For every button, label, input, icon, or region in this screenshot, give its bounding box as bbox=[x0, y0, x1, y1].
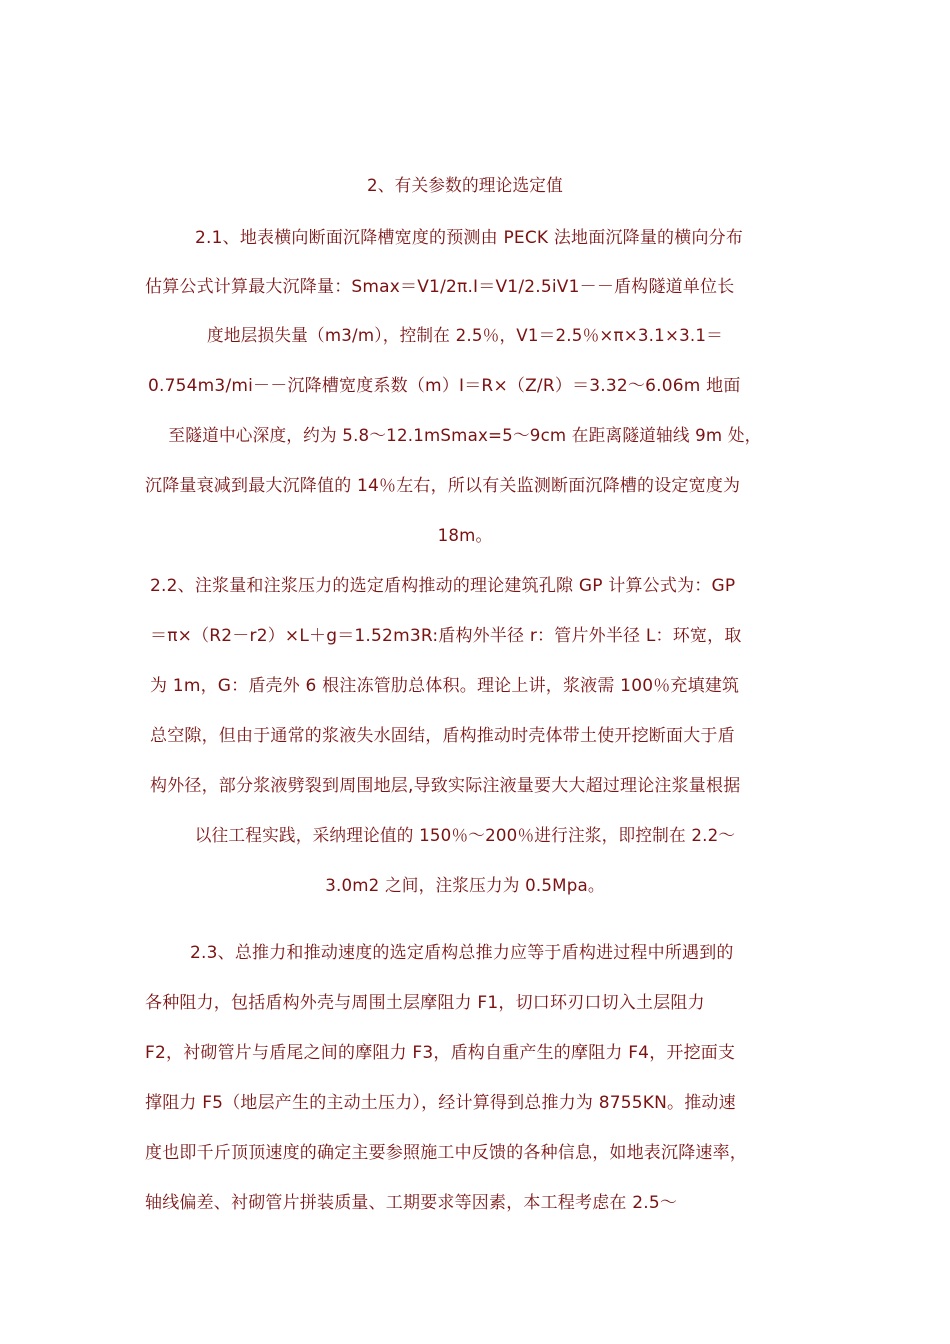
paragraph-2-1-line-7: 18m。 bbox=[437, 526, 493, 546]
paragraph-2-1-line-6: 沉降量衰减到最大沉降值的 14％左右，所以有关监测断面沉降槽的设定宽度为 bbox=[145, 476, 741, 496]
paragraph-2-3-line-2: 各种阻力，包括盾构外壳与周围土层摩阻力 F1，切口环刃口切入土层阻力 bbox=[145, 993, 705, 1013]
paragraph-2-3-line-6: 轴线偏差、衬砌管片拼装质量、工期要求等因素，本工程考虑在 2.5～ bbox=[145, 1193, 678, 1213]
paragraph-2-1-line-5: 至隧道中心深度，约为 5.8～12.1mSmax=5～9cm 在距离隧道轴线 9m 处， bbox=[168, 426, 762, 446]
paragraph-2-2-line-4: 总空隙，但由于通常的浆液失水固结，盾构推动时壳体带土使开挖断面大于盾 bbox=[150, 726, 735, 746]
paragraph-2-1-line-1: 2.1、地表横向断面沉降槽宽度的预测由 PECK 法地面沉降量的横向分布 bbox=[195, 228, 744, 248]
paragraph-2-1-line-2: 估算公式计算最大沉降量：Smax＝V1/2π.I＝V1/2.5iV1－－盾构隧道单位长 bbox=[145, 277, 735, 297]
paragraph-2-1-line-3: 度地层损失量（m3/m），控制在 2.5％，V1＝2.5％×π×3.1×3.1＝ bbox=[206, 326, 723, 346]
paragraph-2-2-line-5: 构外径，部分浆液劈裂到周围地层,导致实际注液量要大大超过理论注浆量根据 bbox=[150, 776, 741, 796]
section-heading: 2、有关参数的理论选定值 bbox=[366, 176, 563, 196]
paragraph-2-3-line-4: 撑阻力 F5（地层产生的主动土压力），经计算得到总推力为 8755KN。推动速 bbox=[145, 1093, 736, 1113]
paragraph-2-2-line-7: 3.0m2 之间，注浆压力为 0.5Mpa。 bbox=[325, 876, 605, 896]
paragraph-2-1-line-4: 0.754m3/mi－－沉降槽宽度系数（m）I＝R×（Z/R）＝3.32～6.06m 地面 bbox=[148, 376, 741, 396]
paragraph-2-3-line-1: 2.3、总推力和推动速度的选定盾构总推力应等于盾构进过程中所遇到的 bbox=[190, 943, 734, 963]
paragraph-2-2-line-6: 以往工程实践，采纳理论值的 150％～200％进行注浆，即控制在 2.2～ bbox=[194, 826, 736, 846]
paragraph-2-3-line-3: F2，衬砌管片与盾尾之间的摩阻力 F3，盾构自重产生的摩阻力 F4，开挖面支 bbox=[145, 1043, 736, 1063]
paragraph-2-2-line-2: ＝π×（R2－r2）×L＋g＝1.52m3R:盾构外半径 r：管片外半径 L：环宽，取 bbox=[150, 626, 742, 646]
paragraph-2-2-line-3: 为 1m，G：盾壳外 6 根注冻管肋总体积。理论上讲，浆液需 100％充填建筑 bbox=[150, 676, 740, 696]
paragraph-2-2-line-1: 2.2、注浆量和注浆压力的选定盾构推动的理论建筑孔隙 GP 计算公式为：GP bbox=[150, 576, 736, 596]
paragraph-2-3-line-5: 度也即千斤顶顶速度的确定主要参照施工中反馈的各种信息，如地表沉降速率， bbox=[145, 1143, 747, 1163]
